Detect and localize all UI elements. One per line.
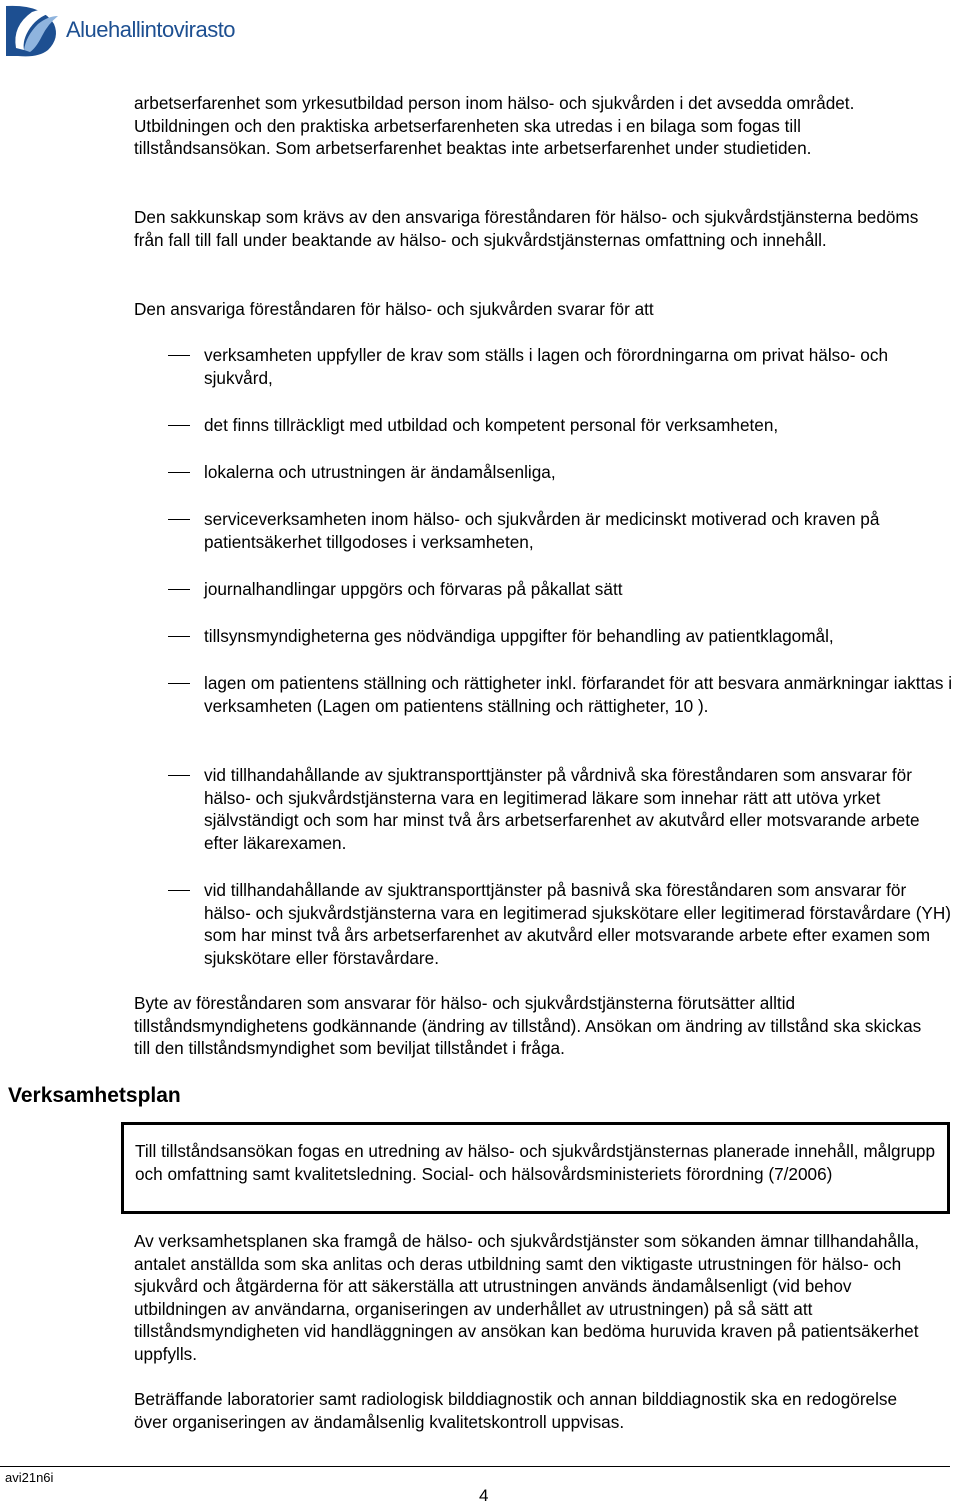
- page-number: 4: [479, 1486, 489, 1505]
- dash-marker: [168, 472, 190, 473]
- page-header: [0, 0, 960, 70]
- paragraph-change-manager: Byte av föreståndaren som ansvarar för hälso- och sjukvårdstjänsterna förutsätter alltid tillståndsmyndighetens godkännande (ändring av tillstånd). Ansökan om ändring av tillstånd ska skickas till den tillståndsmyndighet som beviljat tillståndet i fråga.: [134, 993, 922, 1058]
- paragraph-responsible: Den ansvariga föreståndaren för hälso- och sjukvården svarar för att: [134, 299, 654, 319]
- dash-marker: [168, 636, 190, 637]
- paragraph-experience: arbetserfarenhet som yrkesutbildad person inom hälso- och sjukvården i det avsedda området. Utbildningen och den praktiska arbetserfarenheten ska utredas i en bilaga som fogas till tillståndsansökan. Som arbetserfarenhet beaktas inte arbetserfarenhet under studietiden.: [134, 93, 855, 158]
- dash-marker: [168, 683, 190, 684]
- info-box-text: Till tillståndsansökan fogas en utredning av hälso- och sjukvårdstjänsternas planerade innehåll, målgrupp och omfattning samt kvalitetsledning. Social- och hälsovårdsministeriets förordning (7/2006): [135, 1141, 936, 1184]
- paragraph-laboratories: Beträffande laboratorier samt radiologisk bilddiagnostik och annan bilddiagnostik ska en redogörelse över organiseringen av ändamålsenlig kvalitetskontroll uppvisas.: [134, 1389, 898, 1432]
- brand-name: Aluehallintovirasto: [66, 17, 236, 42]
- dash-marker: [168, 589, 190, 590]
- dash-marker: [168, 775, 190, 776]
- dash-marker: [168, 425, 190, 426]
- info-box: [121, 1122, 950, 1214]
- paragraph-plan-contents: Av verksamhetsplanen ska framgå de hälso- och sjukvårdstjänster som sökanden ämnar tillhandahålla, antalet anställda som ska anlitas och deras utbildning samt den viktigaste utrustningen för hälso- och sjukvård och åtgärderna för att säkerställa att utrustningen används ändamålsenligt (vid behov utbildningen av användarna, organiseringen av underhållet av utrustningen) på så sätt att tillståndsmyndigheten vid handläggningen av ansökan kan bedöma huruvida kraven på patientsäkerhet uppfylls.: [134, 1231, 919, 1364]
- paragraph-expertise: Den sakkunskap som krävs av den ansvariga föreståndaren för hälso- och sjukvårdstjänsterna bedöms från fall till fall under beaktande av hälso- och sjukvårdstjänsternas omfattning och innehåll.: [134, 207, 919, 250]
- dash-marker: [168, 355, 190, 356]
- dash-marker: [168, 519, 190, 520]
- document-code: avi21n6i: [5, 1470, 54, 1485]
- logo-icon: [2, 2, 62, 60]
- section-title-verksamhetsplan: Verksamhetsplan: [8, 1084, 181, 1107]
- dash-marker: [168, 890, 190, 891]
- footer-divider: [0, 1466, 950, 1467]
